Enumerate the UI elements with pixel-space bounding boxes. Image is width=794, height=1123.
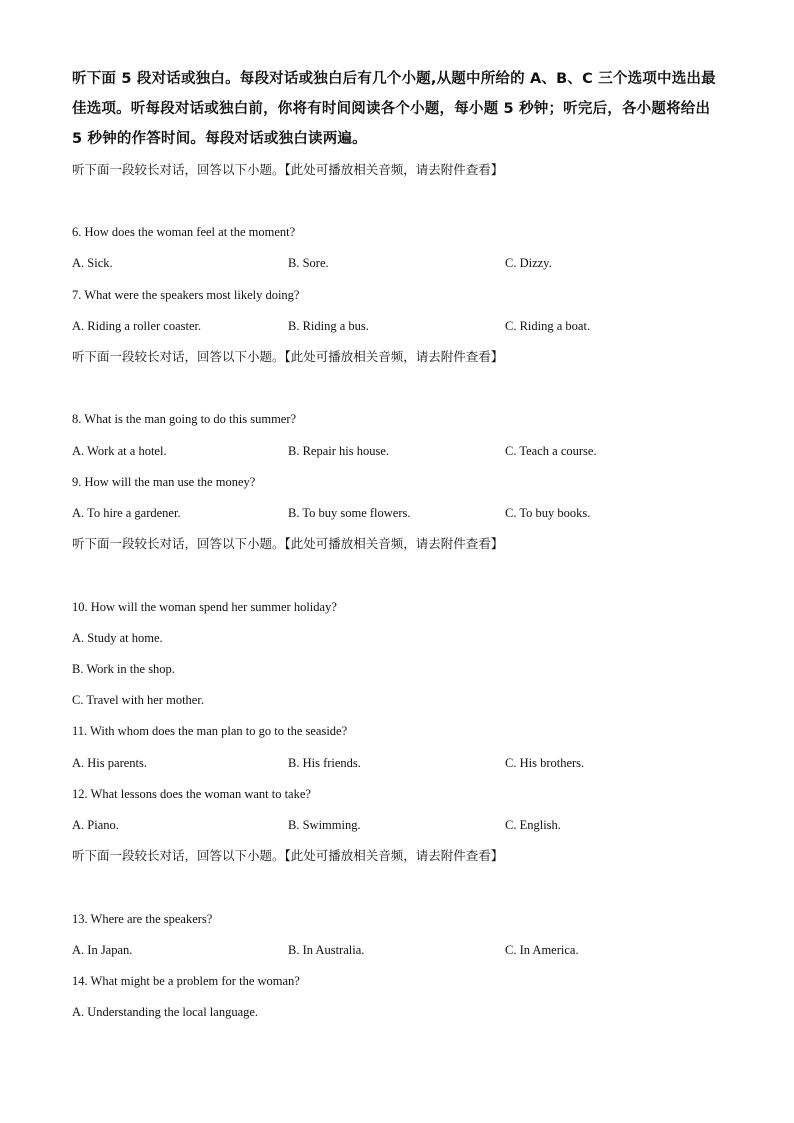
option-8-b: B. Repair his house.: [288, 444, 390, 458]
option-10-a: A. Study at home.: [72, 631, 163, 645]
options-12: [72, 817, 722, 833]
options-8: [72, 443, 722, 459]
options-13: [72, 942, 722, 958]
question-9: 9. How will the man use the money?: [72, 475, 256, 489]
option-7-b: B. Riding a bus.: [288, 319, 369, 333]
audio-note: 听下面一段较长对话，回答以下小题。【此处可播放相关音频，请去附件查看】: [72, 162, 504, 177]
question-12: 12. What lessons does the woman want to take?: [72, 787, 311, 801]
option-6-b: B. Sore.: [288, 256, 329, 270]
option-12-b: B. Swimming.: [288, 818, 361, 832]
option-11-c: C. His brothers.: [505, 756, 585, 770]
option-11-a: A. His parents.: [72, 756, 147, 770]
option-13-a: A. In Japan.: [72, 943, 133, 957]
question-10: 10. How will the woman spend her summer holiday?: [72, 600, 337, 614]
options-6: [72, 255, 722, 271]
option-13-b: B. In Australia.: [288, 943, 365, 957]
option-12-c: C. English.: [505, 818, 561, 832]
audio-note: 听下面一段较长对话，回答以下小题。【此处可播放相关音频，请去附件查看】: [72, 536, 504, 551]
options-7: [72, 318, 722, 334]
option-7-c: C. Riding a boat.: [505, 319, 591, 333]
option-10-c: C. Travel with her mother.: [72, 693, 204, 707]
option-9-b: B. To buy some flowers.: [288, 506, 411, 520]
option-13-c: C. In America.: [505, 943, 579, 957]
option-6-a: A. Sick.: [72, 256, 113, 270]
option-8-a: A. Work at a hotel.: [72, 444, 167, 458]
option-12-a: A. Piano.: [72, 818, 119, 832]
question-14: 14. What might be a problem for the woman?: [72, 974, 300, 988]
options-9: [72, 505, 722, 521]
option-7-a: A. Riding a roller coaster.: [72, 319, 202, 333]
option-6-c: C. Dizzy.: [505, 256, 552, 270]
audio-note: 听下面一段较长对话，回答以下小题。【此处可播放相关音频，请去附件查看】: [72, 349, 504, 364]
option-9-a: A. To hire a gardener.: [72, 506, 181, 520]
section-instructions: 听下面 5 段对话或独白。每段对话或独白后有几个小题,从题中所给的 A、B、C 三个选项中选出最佳选项。听每段对话或独白前，你将有时间阅读各个小题，每小题 5 秒钟；听完后，各小题将给出 5 秒钟的作答时间。每段对话或独白读两遍。: [72, 71, 716, 147]
option-9-c: C. To buy books.: [505, 506, 591, 520]
question-13: 13. Where are the speakers?: [72, 912, 213, 926]
audio-note: 听下面一段较长对话，回答以下小题。【此处可播放相关音频，请去附件查看】: [72, 848, 504, 863]
question-6: 6. How does the woman feel at the moment?: [72, 225, 296, 239]
option-14-a: A. Understanding the local language.: [72, 1005, 259, 1019]
option-8-c: C. Teach a course.: [505, 444, 597, 458]
question-7: 7. What were the speakers most likely doing?: [72, 288, 300, 302]
question-11: 11. With whom does the man plan to go to the seaside?: [72, 724, 348, 738]
option-11-b: B. His friends.: [288, 756, 361, 770]
option-10-b: B. Work in the shop.: [72, 662, 175, 676]
question-8: 8. What is the man going to do this summer?: [72, 412, 297, 426]
options-11: [72, 755, 722, 771]
